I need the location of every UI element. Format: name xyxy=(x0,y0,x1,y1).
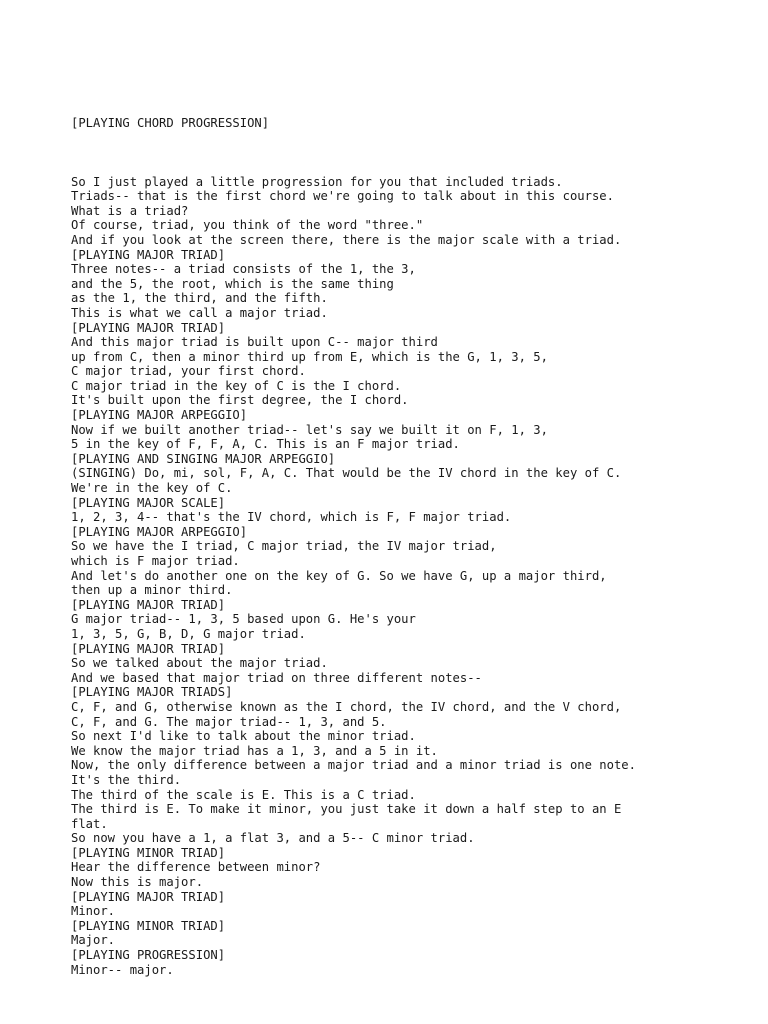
transcript-line: Now, the only difference between a major triad and a minor triad is one note. xyxy=(71,758,636,773)
transcript-line: [PLAYING MAJOR TRIAD] xyxy=(71,247,226,262)
transcript-line: So we talked about the major triad. xyxy=(71,656,328,671)
transcript-line: And we based that major triad on three different notes-- xyxy=(71,670,482,685)
transcript-line: Triads-- that is the first chord we're going to talk about in this course. xyxy=(71,189,614,204)
transcript-line: Minor. xyxy=(71,904,116,919)
transcript-line: [PLAYING MINOR TRIAD] xyxy=(71,845,226,860)
transcript-line: C, F, and G, otherwise known as the I chord, the IV chord, and the V chord, xyxy=(71,699,622,714)
transcript-line: Now this is major. xyxy=(71,875,204,890)
transcript-line: [PLAYING MAJOR TRIAD] xyxy=(71,641,226,656)
transcript-line: 5 in the key of F, F, A, C. This is an F major triad. xyxy=(71,437,460,452)
transcript-line: as the 1, the third, and the fifth. xyxy=(71,291,328,306)
transcript-line: [PLAYING MINOR TRIAD] xyxy=(71,918,226,933)
transcript-line: G major triad-- 1, 3, 5 based upon G. He's your xyxy=(71,612,416,627)
transcript-line: So next I'd like to talk about the minor triad. xyxy=(71,729,416,744)
transcript-line: And let's do another one on the key of G. So we have G, up a major third, xyxy=(71,568,607,583)
transcript-line: [PLAYING PROGRESSION] xyxy=(71,948,226,963)
transcript-line: Now if we built another triad-- let's say we built it on F, 1, 3, xyxy=(71,422,548,437)
transcript-line: then up a minor third. xyxy=(71,583,233,598)
transcript-lines xyxy=(71,175,751,978)
transcript-line: We're in the key of C. xyxy=(71,481,233,496)
transcript-line: Of course, triad, you think of the word "three." xyxy=(71,218,424,233)
transcript-line: So I just played a little progression for you that included triads. xyxy=(71,174,563,189)
transcript-line: Three notes-- a triad consists of the 1, the 3, xyxy=(71,262,416,277)
transcript-line: C major triad in the key of C is the I chord. xyxy=(71,378,402,393)
transcript-line: Minor-- major. xyxy=(71,962,174,977)
transcript-line: This is what we call a major triad. xyxy=(71,305,328,320)
transcript-line: And this major triad is built upon C-- major third xyxy=(71,335,438,350)
transcript-line: [PLAYING MAJOR TRIAD] xyxy=(71,597,226,612)
transcript-line: C major triad, your first chord. xyxy=(71,364,306,379)
transcript-line: [PLAYING MAJOR TRIADS] xyxy=(71,685,233,700)
transcript-line: [PLAYING MAJOR TRIAD] xyxy=(71,889,226,904)
transcript-heading: [PLAYING CHORD PROGRESSION] xyxy=(71,116,270,131)
transcript-line: 1, 2, 3, 4-- that's the IV chord, which is F, F major triad. xyxy=(71,510,512,525)
transcript-line: [PLAYING AND SINGING MAJOR ARPEGGIO] xyxy=(71,451,336,466)
transcript-line: The third of the scale is E. This is a C triad. xyxy=(71,787,416,802)
transcript-line: It's the third. xyxy=(71,772,182,787)
transcript-line: What is a triad? xyxy=(71,203,189,218)
transcript-line: [PLAYING MAJOR TRIAD] xyxy=(71,320,226,335)
transcript-line: Hear the difference between minor? xyxy=(71,860,321,875)
transcript-line: And if you look at the screen there, there is the major scale with a triad. xyxy=(71,232,622,247)
transcript-line: So we have the I triad, C major triad, the IV major triad, xyxy=(71,539,497,554)
transcript-line: and the 5, the root, which is the same thing xyxy=(71,276,394,291)
transcript-line: 1, 3, 5, G, B, D, G major triad. xyxy=(71,626,306,641)
transcript-line: Major. xyxy=(71,933,116,948)
transcript-line: [PLAYING MAJOR SCALE] xyxy=(71,495,226,510)
transcript-line: up from C, then a minor third up from E, which is the G, 1, 3, 5, xyxy=(71,349,548,364)
transcript-line: [PLAYING MAJOR ARPEGGIO] xyxy=(71,408,248,423)
transcript-text xyxy=(71,87,751,1006)
transcript-line: We know the major triad has a 1, 3, and a 5 in it. xyxy=(71,743,438,758)
transcript-line: (SINGING) Do, mi, sol, F, A, C. That would be the IV chord in the key of C. xyxy=(71,466,622,481)
transcript-line: which is F major triad. xyxy=(71,554,240,568)
transcript-line: It's built upon the first degree, the I chord. xyxy=(71,393,409,408)
transcript-line: The third is E. To make it minor, you just take it down a half step to an E xyxy=(71,802,622,817)
transcript-line: C, F, and G. The major triad-- 1, 3, and 5. xyxy=(71,714,387,729)
transcript-line: So now you have a 1, a flat 3, and a 5-- C minor triad. xyxy=(71,831,475,846)
transcript-line: [PLAYING MAJOR ARPEGGIO] xyxy=(71,524,248,539)
transcript-line: flat. xyxy=(71,816,108,831)
